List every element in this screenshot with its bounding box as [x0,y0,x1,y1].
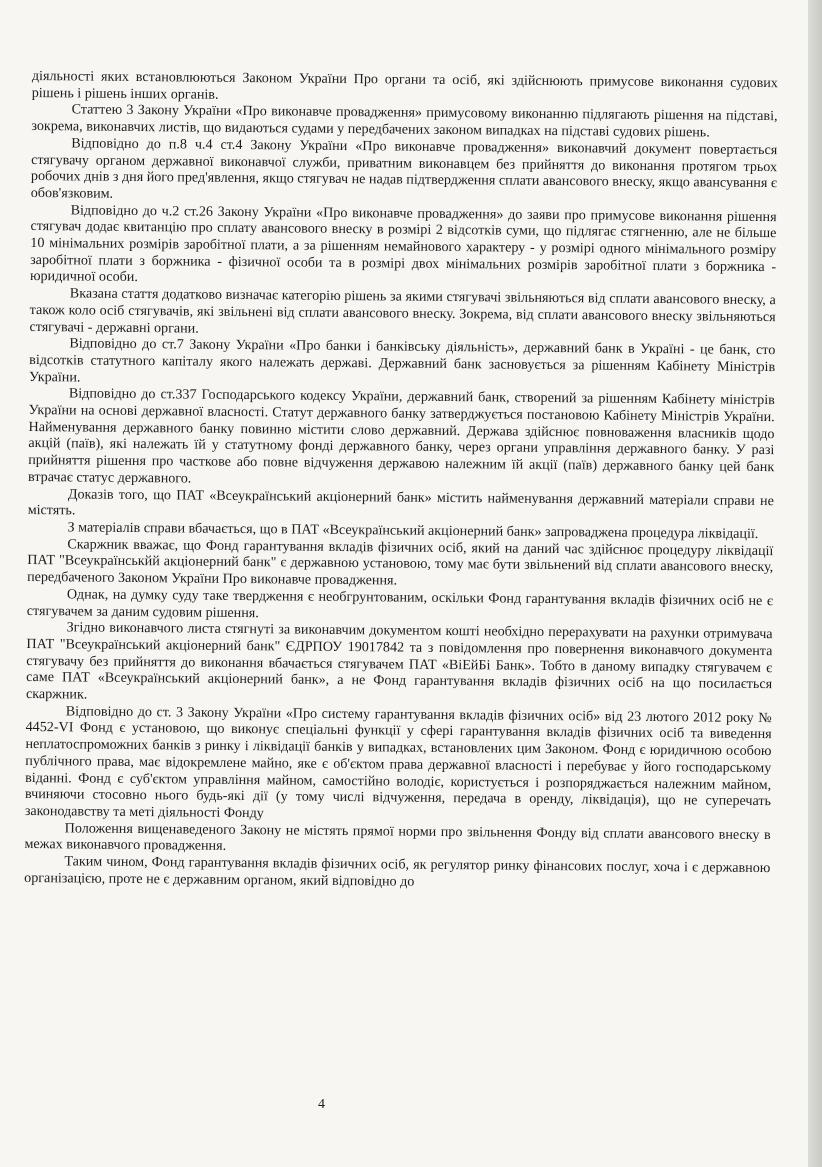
paragraph-14: Положення вищенаведеного Закону не містять прямої норми про звільнення Фонду від сплати авансового внеску в межах виконавчого провадження. [24,819,771,855]
paragraph-7: Відповідно до ст.337 Господарського кодексу України, державний банк, створений за рішенням Кабінету міністрів України на основі державної власності. Статут державного банку затверджується постановою Кабінету Міністрів України. Найменування державного банку повинно містити слово державний. Держава здійснює повноваження власників щодо акцій (паїв), які належать їй у статутному фонді державного банку, через органи управління державного банку. У разі прийняття рішення про часткове або повне відчуження державою належним їй акції (паїв) державного банку цей банк втрачає статус державного. [27,385,775,487]
paragraph-3: Відповідно до п.8 ч.4 ст.4 Закону України «Про виконавче провадження» виконавчий документ повертається стягувачу органом державної виконавчої служби, приватним виконавцем без прийняття до виконання протягом трьох робочих днів з дня його пред'явлення, якщо стягувач не надав підтвердження сплати авансового внеску, якщо авансування є обов'язковим. [30,135,778,202]
paragraph-4: Відповідно до ч.2 ст.26 Закону України «Про виконавче провадження» до заяви про примусове виконання рішення стягувач додає квитанцію про сплату авансового внеску в розмірі 2 відсотків суми, що підлягає стягненню, але не більше 10 мінімальних розмірів заробітної плати, а за рішенням немайнового характеру - у розмірі одного мінімального розміру заробітної плати з боржника - фізичної особи та в розмірі двох мінімальних розмірів заробітної плати з боржника - юридичної особи. [29,202,777,286]
paragraph-5: Вказана стаття додатково визначає категорію рішень за якими стягувачі звільняються від сплати авансового внеску, а також коло осіб стягувачів, які звільнені від сплати авансового внеску. Зокрема, від сплати авансового внеску звільняються стягувачі - державні органи. [29,285,776,337]
paragraph-15: Таким чином, Фонд гарантування вкладів фізичних осіб, як регулятор ринку фінансових послуг, хоча і є державною організацією, проте не є державним органом, який відповідно до [24,853,771,890]
page-number: 4 [318,1097,325,1112]
paragraph-1: діяльності яких встановлюються Законом України Про органи та осіб, які здійснюють примусове виконання судових рішень і рішень інших органів. [31,68,778,103]
paragraph-6: Відповідно до ст.7 Закону України «Про банки і банківську діяльність», державний банк в Україні - це банк, сто відсотків статутного капіталу якого належать державі. Державний банк засновується за рішенням Кабінету Міністрів України. [28,335,776,386]
paragraph-13: Відповідно до ст. 3 Закону України «Про систему гарантування вкладів фізичних осіб» від 23 лютого 2012 року № 4452-VI Фонд є установою, що виконує спеціальні функції у сфері гарантування вкладів фізичних осіб та виведення неплатоспроможних банків з ринку і ліквідації банків у випадках, встановлених цим Законом. Фонд є юридичною особою публічного права, має відокремлене майно, яке є об'єктом права державної власності і перебуває у його господарському віданні. Фонд є суб'єктом управління майном, самостійно володіє, користується і розпоряджається належним майном, вчиняючи стосовно нього будь-які дії (у тому числі відчуження, передача в оренду, ліквідація), що не суперечать законодавству та меті діяльності Фонду [24,703,772,822]
paragraph-9: З матеріалів справи вбачається, що в ПАТ «Всеукраїнський акціонерний банк» запроваджена процедура ліквідації. [67,519,759,542]
paragraph-10: Скаржник вважає, що Фонд гарантування вкладів фізичних осіб, який на даний час здійснює процедуру ліквідації ПАТ "Всеукраїнськйй акціонерний банк" є державною установою, тому має бути звільнений від сплати авансового внеску, передбаченого Законом України Про виконавче провадження. [27,536,774,589]
paragraph-8: Доказів того, що ПАТ «Всеукраїнський акціонерний банк» містить найменування державний матеріали справи не містять. [27,485,774,519]
paragraph-12: Згідно виконавчого листа стягнуті за виконавчим документом кошті необхідно перерахувати на рахунки отримувача ПАТ "Всеукраїнський акціонерний банк" ЄДРПОУ 19017842 та з повідомлення про повернення виконавчого документа стягувачу без прийняття до виконання вбачається стягувачем ПАТ «ВіЕйБі Банк». Тобто в даному випадку стягувачем є саме ПАТ «Всеукраїнський акціонерний банк», а не Фонд гарантування вкладів фізичних осіб на що посилається скаржник. [25,619,773,703]
paragraph-11: Однак, на думку суду таке твердження є необгрунтованим, оскільки Фонд гарантування вкладів фізичних осіб не є стягувачем за даним судовим рішення. [26,586,773,621]
page-edge [808,0,822,1167]
paragraph-2: Статтею 3 Закону України «Про виконавче провадження» примусовому виконанню підлягають рішення на підставі, зокрема, виконавчих листів, що видаються судами у передбачених законом випадках на підставі судових рішень. [31,101,778,141]
document-body [24,68,778,894]
